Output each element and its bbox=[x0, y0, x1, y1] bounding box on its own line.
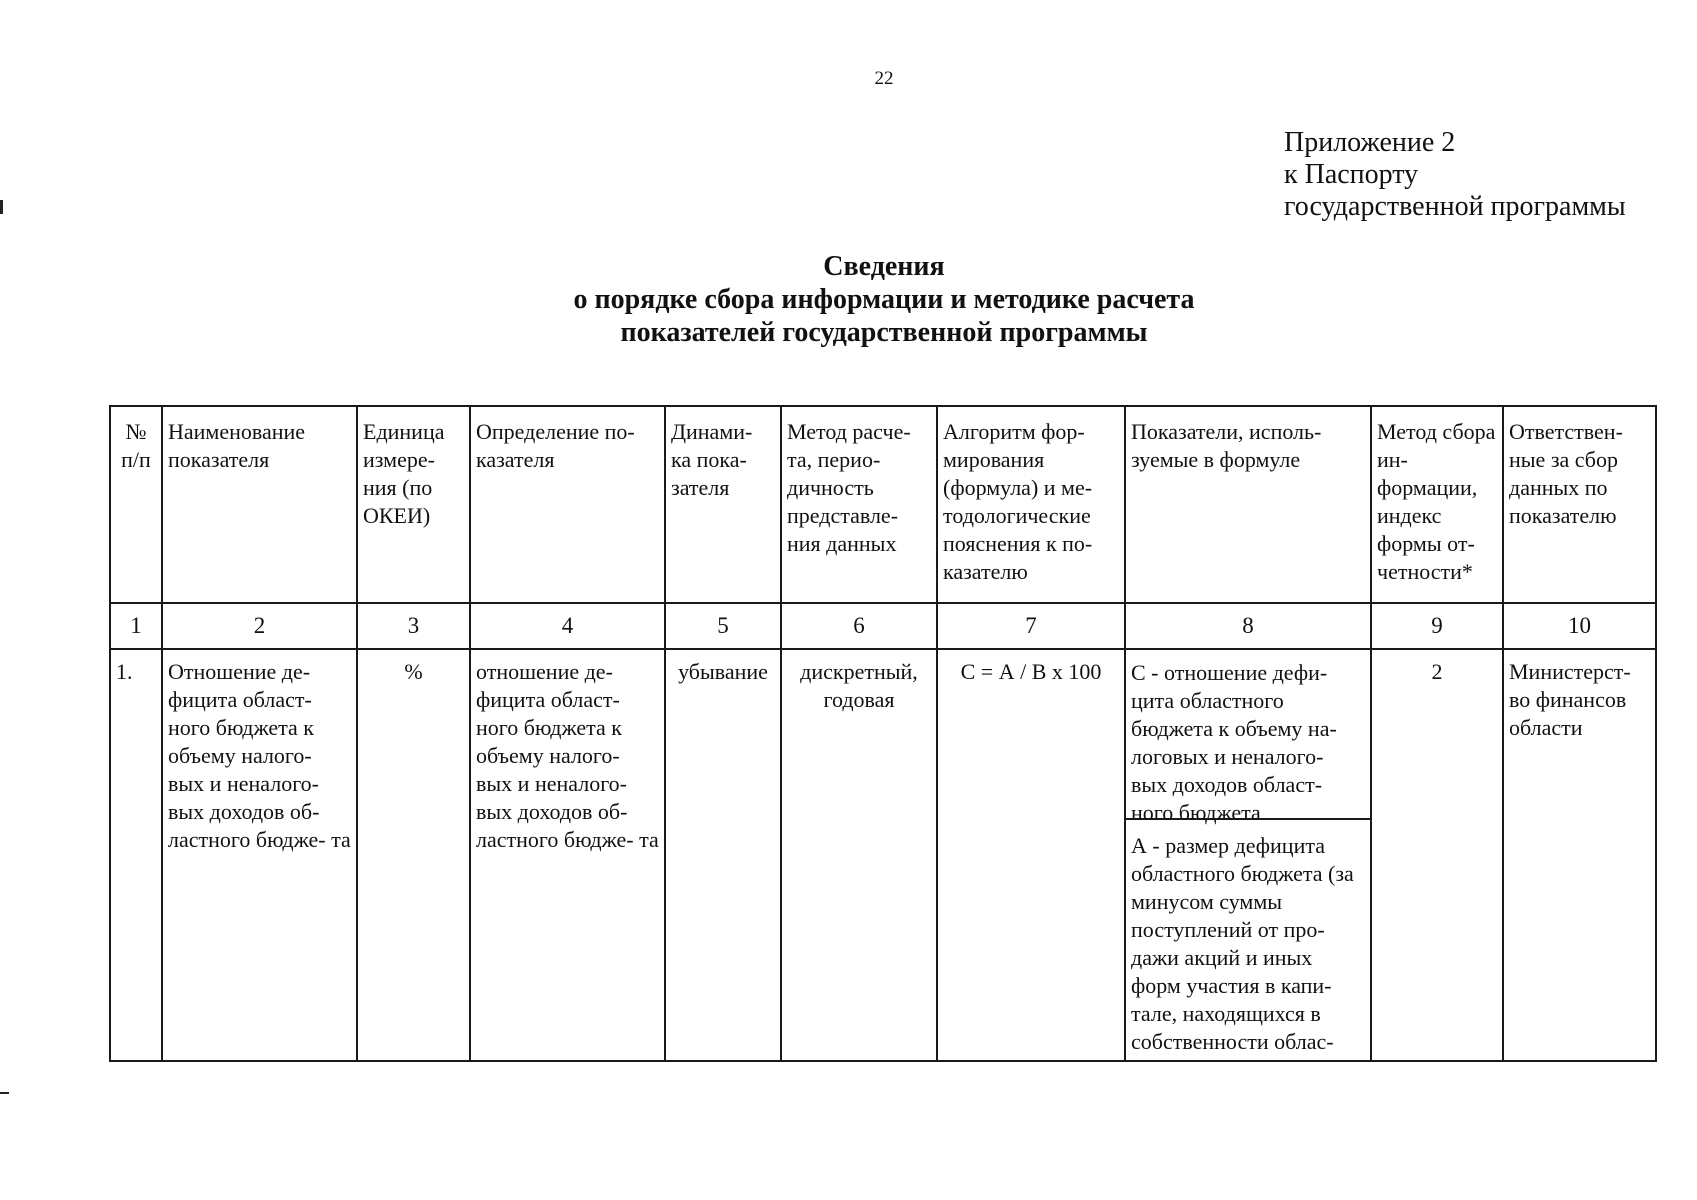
table-row bbox=[110, 649, 1656, 1061]
column-number: 8 bbox=[1125, 603, 1371, 649]
responsible-cell: Министерст- во финансов области bbox=[1503, 649, 1656, 1061]
appendix-line: государственной программы bbox=[1284, 191, 1626, 222]
column-number-row bbox=[110, 603, 1656, 649]
page-number: 22 bbox=[874, 68, 894, 89]
row-number: 1. bbox=[110, 649, 162, 1061]
dynamics-cell: убывание bbox=[665, 649, 781, 1061]
appendix-note bbox=[1284, 127, 1626, 223]
column-number: 6 bbox=[781, 603, 937, 649]
column-number: 5 bbox=[665, 603, 781, 649]
column-number: 3 bbox=[357, 603, 470, 649]
indicator-name: Отношение де- фицита област- ного бюджета к объему налого- вых и неналого- вых доходов об- ластного бюдже- та bbox=[162, 649, 357, 1061]
appendix-line: Приложение 2 bbox=[1284, 127, 1456, 158]
header-cell: Ответствен- ные за сбор данных по показателю bbox=[1503, 406, 1656, 603]
algorithm-cell: С = А / В х 100 bbox=[937, 649, 1125, 1061]
formula-indicators-cell bbox=[1125, 649, 1371, 1061]
header-cell: Метод сбора ин- формации, индекс формы от- четности* bbox=[1371, 406, 1503, 603]
header-cell: Метод расче- та, перио- дичность представле- ния данных bbox=[781, 406, 937, 603]
title-line: о порядке сбора информации и методике расчета bbox=[573, 284, 1195, 315]
table-header-row bbox=[110, 406, 1656, 603]
column-number: 1 bbox=[110, 603, 162, 649]
column-number: 7 bbox=[937, 603, 1125, 649]
appendix-line: к Паспорту bbox=[1284, 159, 1419, 190]
indicators-table bbox=[109, 405, 1657, 1062]
header-cell: Определение по- казателя bbox=[470, 406, 665, 603]
header-cell: Показатели, исполь- зуемые в формуле bbox=[1125, 406, 1371, 603]
method-cell: дискретный, годовая bbox=[781, 649, 937, 1061]
margin-mark bbox=[0, 1092, 9, 1094]
indicator-c: С - отношение дефи- цита областного бюджета к объему на- логовых и неналого- вых доходов област- ного бюджета bbox=[1126, 650, 1370, 820]
header-cell: Наименование показателя bbox=[162, 406, 357, 603]
column-number: 9 bbox=[1371, 603, 1503, 649]
column-number: 2 bbox=[162, 603, 357, 649]
unit-cell: % bbox=[357, 649, 470, 1061]
header-cell: № п/п bbox=[110, 406, 162, 603]
header-cell: Алгоритм фор- мирования (формула) и ме- тодологические пояснения к по- казателю bbox=[937, 406, 1125, 603]
header-cell: Динами- ка пока- зателя bbox=[665, 406, 781, 603]
definition-cell: отношение де- фицита област- ного бюджета к объему налого- вых и неналого- вых доходов об- ластного бюдже- та bbox=[470, 649, 665, 1061]
title-line: Сведения bbox=[823, 251, 945, 282]
header-cell: Единица измере- ния (по ОКЕИ) bbox=[357, 406, 470, 603]
indicator-a: А - размер дефицита областного бюджета (за минусом суммы поступлений от про- дажи акций и иных форм участия в капи- тале, находящихся в собственности облас- bbox=[1131, 833, 1354, 1054]
title-line: показателей государственной программы bbox=[620, 317, 1148, 348]
column-number: 10 bbox=[1503, 603, 1656, 649]
collection-method-cell: 2 bbox=[1371, 649, 1503, 1061]
margin-mark bbox=[0, 200, 3, 214]
column-number: 4 bbox=[470, 603, 665, 649]
document-title bbox=[0, 250, 1697, 349]
